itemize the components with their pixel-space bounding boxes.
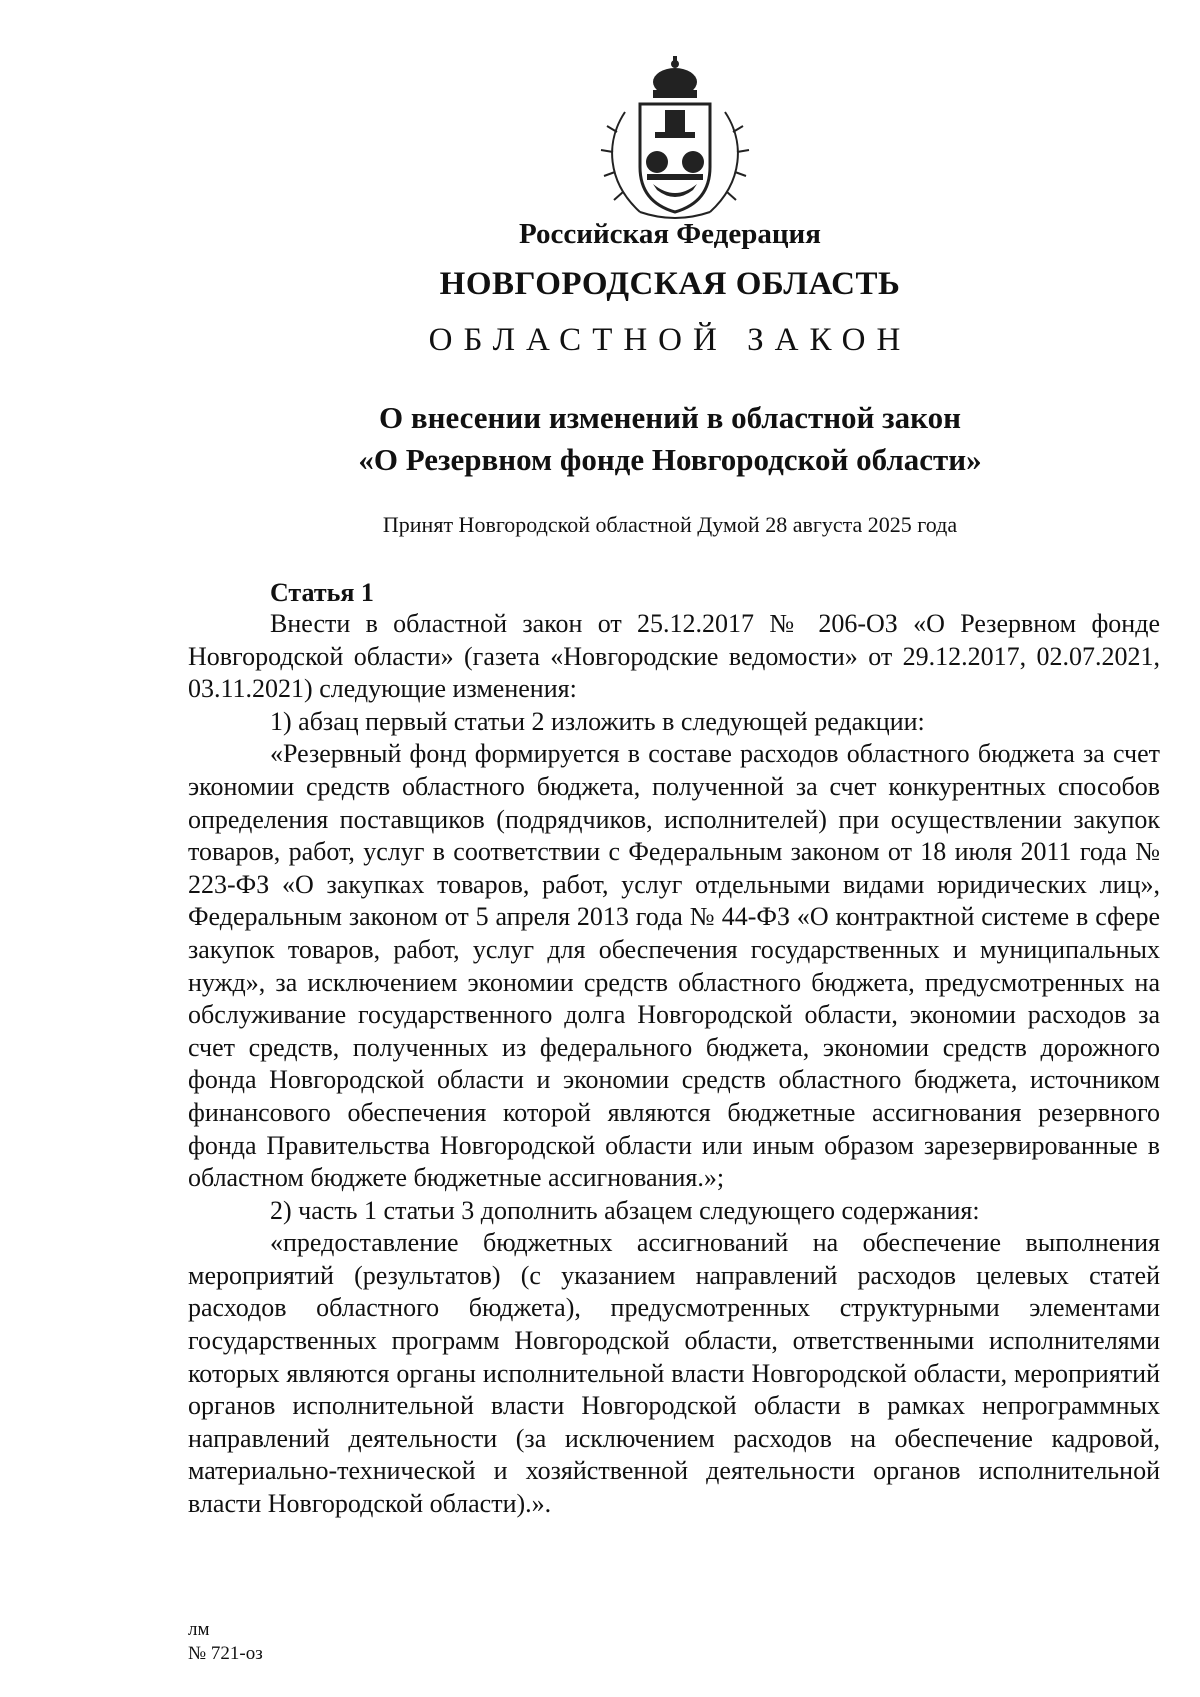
- footer-law-number: № 721-оз: [188, 1643, 263, 1664]
- article-paragraph: 1) абзац первый статьи 2 изложить в следующей редакции:: [270, 706, 925, 736]
- article-body: [188, 608, 1160, 1521]
- country-name: Российская Федерация: [519, 218, 821, 250]
- article-paragraph: «Резервный фонд формируется в составе расходов областного бюджета за счет экономии средств областного бюджета, полученной за счет конкурентных способов определения поставщиков (подрядчиков, исполнителей) при осуществлении закупок товаров, работ, услуг в соответствии с Федеральным законом от 18 июля 2011 года № 223-ФЗ «О закупках товаров, работ, услуг отдельными видами юридических лиц», Федеральным законом от 5 апреля 2013 года № 44-ФЗ «О контрактной системе в сфере закупок товаров, работ, услуг для обеспечения государственных и муниципальных нужд», за исключением экономии средств областного бюджета, предусмотренных на обслуживание государственного долга Новгородской области, экономии расходов за счет средств, полученных из федерального бюджета, экономии средств дорожного фонда Новгородской области и экономии средств областного бюджета, источником финансового обеспечения которой являются бюджетные ассигнования резервного фонда Правительства Новгородской области или иным образом зарезервированные в областном бюджете бюджетные ассигнования.»;: [188, 739, 1160, 1193]
- document-type: ОБЛАСТНОЙ ЗАКОН: [428, 322, 912, 358]
- article-heading: Статья 1: [270, 578, 374, 607]
- region-name: НОВГОРОДСКАЯ ОБЛАСТЬ: [439, 266, 901, 302]
- article-paragraph: Внести в областной закон от 25.12.2017 № 206-ОЗ «О Резервном фонде Новгородской области» (газета «Новгородские ведомости» от 29.12.2017, 02.07.2021, 03.11.2021) следующие изменения:: [188, 609, 1160, 704]
- article-paragraph: 2) часть 1 статьи 3 дополнить абзацем следующего содержания:: [270, 1195, 980, 1225]
- footer-initials: лм: [188, 1619, 210, 1640]
- coat-of-arms-icon: [595, 52, 755, 227]
- law-title: [0, 397, 1200, 481]
- footer: [188, 1618, 263, 1666]
- law-title-line2: «О Резервном фонде Новгородской области»: [358, 442, 982, 477]
- law-title-line1: О внесении изменений в областной закон: [379, 400, 961, 435]
- article-paragraph: «предоставление бюджетных ассигнований на обеспечение выполнения мероприятий (результатов) (с указанием направлений расходов целевых статей расходов областного бюджета), предусмотренных структурными элементами государственных программ Новгородской области, ответственными исполнителями которых являются органы исполнительной власти Новгородской области, мероприятий органов исполнительной власти Новгородской области в рамках непрограммных направлений деятельности (за исключением расходов на обеспечение кадровой, материально-технической и хозяйственной деятельности органов исполнительной власти Новгородской области).».: [188, 1228, 1160, 1519]
- adoption-note: Принят Новгородской областной Думой 28 августа 2025 года: [382, 512, 958, 537]
